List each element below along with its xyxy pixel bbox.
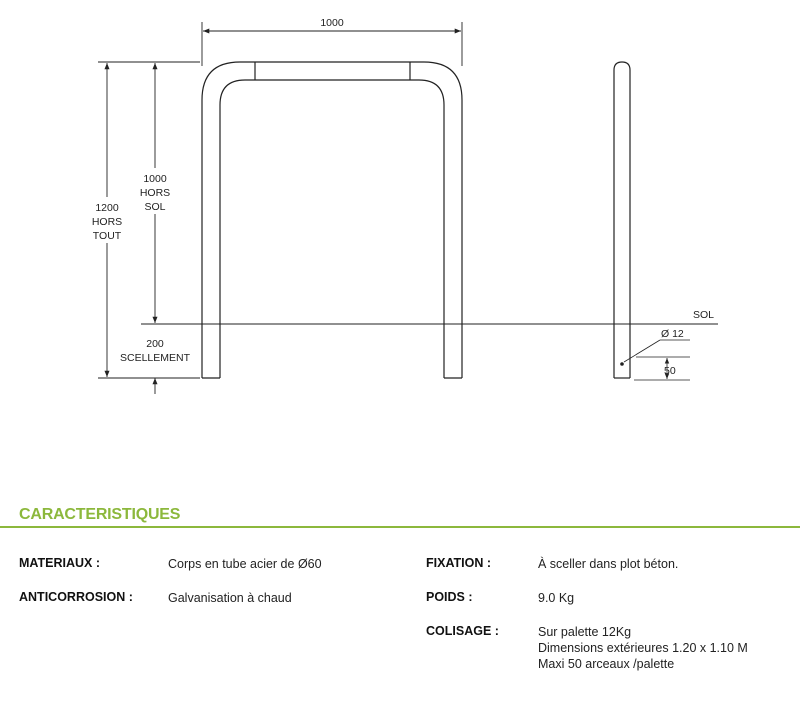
- anticorrosion-value: Galvanisation à chaud: [168, 591, 292, 605]
- dim-hors-tout-label: [84, 197, 130, 243]
- section-divider: [0, 526, 800, 528]
- section-title: CARACTERISTIQUES: [19, 506, 181, 523]
- poids-label: POIDS :: [426, 590, 473, 604]
- depth-label: 50: [664, 365, 676, 377]
- colisage-value-line-1: Sur palette 12Kg: [538, 625, 632, 639]
- svg-text:200: 200: [146, 338, 164, 350]
- fixation-value: À sceller dans plot béton.: [538, 557, 679, 571]
- svg-text:1200: 1200: [95, 202, 119, 214]
- svg-text:SOL: SOL: [144, 201, 166, 213]
- diameter-leader: [624, 340, 690, 380]
- poids-value: 9.0 Kg: [538, 591, 575, 605]
- colisage-value-line-3: Maxi 50 arceaux /palette: [538, 657, 675, 671]
- sol-label: SOL: [693, 309, 715, 321]
- svg-text:HORS: HORS: [139, 187, 171, 199]
- materiaux-label: MATERIAUX :: [19, 556, 101, 570]
- svg-text:HORS: HORS: [91, 216, 123, 228]
- colisage-value-line-2: Dimensions extérieures 1.20 x 1.10 M: [538, 641, 748, 655]
- svg-text:1000: 1000: [143, 173, 167, 185]
- svg-text:TOUT: TOUT: [92, 230, 122, 242]
- anticorrosion-label: ANTICORROSION :: [19, 590, 133, 604]
- colisage-label: COLISAGE :: [426, 624, 499, 638]
- svg-text:SCELLEMENT: SCELLEMENT: [119, 352, 191, 364]
- fixation-label: FIXATION :: [426, 556, 492, 570]
- arch-side-view: [614, 62, 630, 378]
- dim-scellement-label: [114, 336, 196, 366]
- dim-hors-sol-label: [132, 168, 178, 214]
- materiaux-value: Corps en tube acier de Ø60: [168, 557, 322, 571]
- fixing-pin: [620, 362, 624, 366]
- diameter-label: Ø 12: [661, 328, 684, 340]
- dim-width-label: 1000: [320, 17, 344, 29]
- arch-front-view: [202, 62, 462, 378]
